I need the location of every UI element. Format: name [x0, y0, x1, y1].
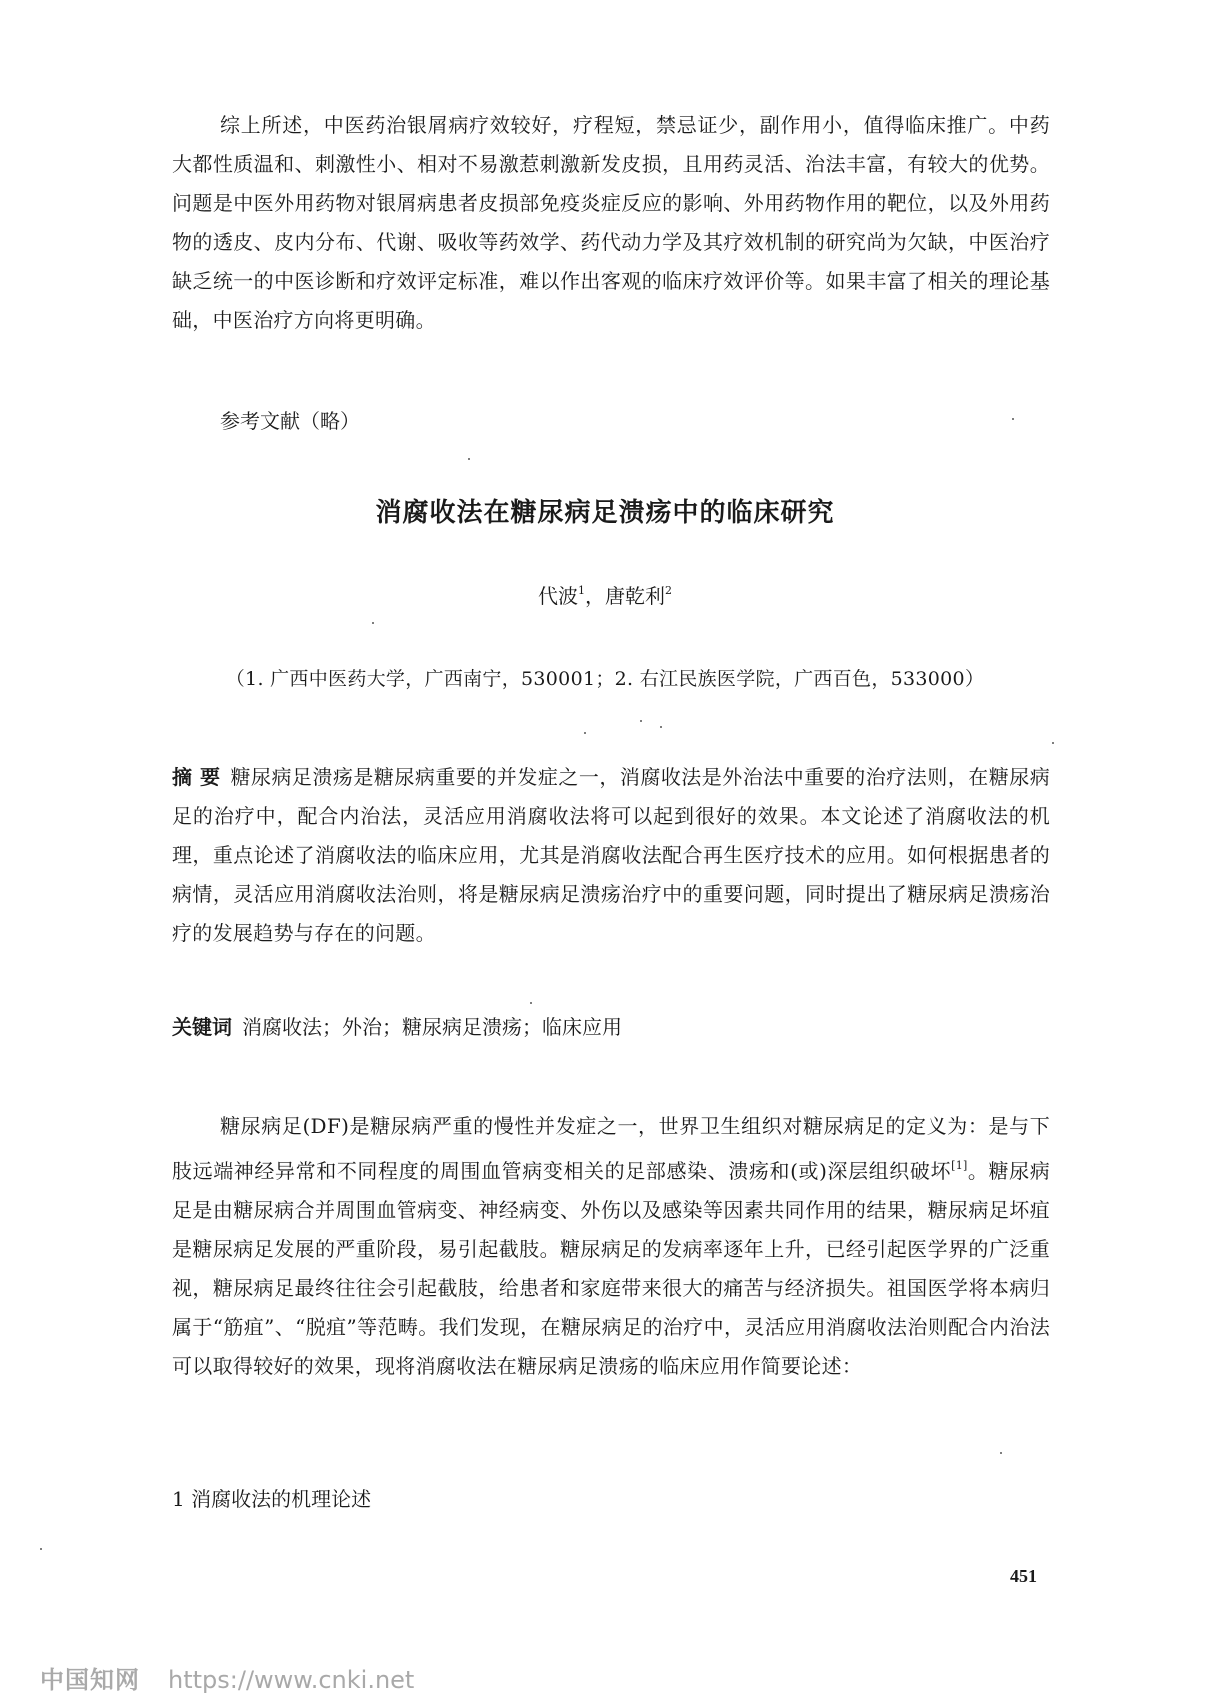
scan-speck — [584, 732, 586, 734]
scan-speck — [40, 1548, 42, 1550]
affiliations: （1. 广西中医药大学，广西南宁，530001；2. 右江民族医学院，广西百色，533000） — [225, 668, 985, 690]
abstract-label: 摘 要 — [172, 765, 221, 789]
footer-url: https://www.cnki.net — [168, 1666, 415, 1694]
article-title: 消腐收法在糖尿病足溃疡中的临床研究 — [375, 498, 835, 528]
keywords-text: 消腐收法；外治；糖尿病足溃疡；临床应用 — [242, 1015, 622, 1039]
intro-text: 。糖尿病足是由糖尿病合并周围血管病变、神经病变、外伤以及感染等因素共同作用的结果，糖尿病足坏疽是糖尿病足发展的严重阶段，易引起截肢。糖尿病足的发病率逐年上升，已经引起医学界的广泛重视，糖尿病足最终往往会引起截肢，给患者和家庭带来很大的痛苦与经济损失。祖国医学将本病归属于“筋疽”、“脱疽”等范畴。我们发现，在糖尿病足的治疗中，灵活应用消腐收法治则配合内治法可以取得较好的效果，现将消腐收法在糖尿病足溃疡的临床应用作简要论述： — [172, 1159, 1051, 1378]
intro-text: 糖尿病足(DF)是糖尿病严重的慢性并发症之一，世界卫生组织对糖尿病足的定义为：是与下肢远端神经异常和不同程度的周围血管病变相关的足部感染、溃疡和(或)深层组织破坏 — [172, 1114, 1050, 1183]
scan-speck — [660, 726, 662, 728]
affiliation-marker: 1 — [578, 584, 585, 597]
scan-speck — [372, 622, 374, 624]
keywords-block — [172, 1008, 622, 1047]
footer-brand: 中国知网 — [40, 1666, 140, 1694]
abstract-text: 糖尿病足溃疡是糖尿病重要的并发症之一，消腐收法是外治法中重要的治疗法则，在糖尿病足的治疗中，配合内治法，灵活应用消腐收法将可以起到很好的效果。本文论述了消腐收法的机理，重点论述了消腐收法的临床应用，尤其是消腐收法配合再生医疗技术的应用。如何根据患者的病情，灵活应用消腐收法治则，将是糖尿病足溃疡治疗中的重要问题，同时提出了糖尿病足溃疡治疗的发展趋势与存在的问题。 — [172, 765, 1050, 945]
scan-speck — [468, 458, 470, 460]
scan-speck — [1012, 418, 1014, 420]
footer-watermark — [40, 1660, 414, 1695]
author-separator: ， — [585, 584, 605, 608]
citation-marker: [1] — [951, 1159, 968, 1172]
scan-speck — [1000, 1452, 1002, 1454]
references-note: 参考文献（略） — [220, 409, 360, 433]
scan-speck — [530, 1002, 532, 1004]
scan-speck — [1052, 742, 1054, 744]
scan-speck — [640, 720, 642, 722]
keywords-label: 关键词 — [172, 1015, 232, 1039]
affiliation-marker: 2 — [665, 584, 672, 597]
author-name: 唐乾利 — [605, 584, 665, 608]
conclusion-paragraph: 综上所述，中医药治银屑病疗效较好，疗程短，禁忌证少，副作用小，值得临床推广。中药大都性质温和、刺激性小、相对不易激惹刺激新发皮损，且用药灵活、治法丰富，有较大的优势。问题是中医外用药物对银屑病患者皮损部免疫炎症反应的影响、外用药物作用的靶位，以及外用药物的透皮、皮内分布、代谢、吸收等药效学、药代动力学及其疗效机制的研究尚为欠缺，中医治疗缺乏统一的中医诊断和疗效评定标准，难以作出客观的临床疗效评价等。如果丰富了相关的理论基础，中医治疗方向将更明确。 — [172, 113, 1050, 332]
section-heading: 1 消腐收法的机理论述 — [172, 1487, 372, 1511]
author-name: 代波 — [538, 584, 578, 608]
author-line — [0, 580, 1210, 609]
page-number: 451 — [1010, 1566, 1037, 1586]
introduction-paragraph — [172, 1107, 1050, 1386]
abstract-block — [172, 758, 1050, 953]
